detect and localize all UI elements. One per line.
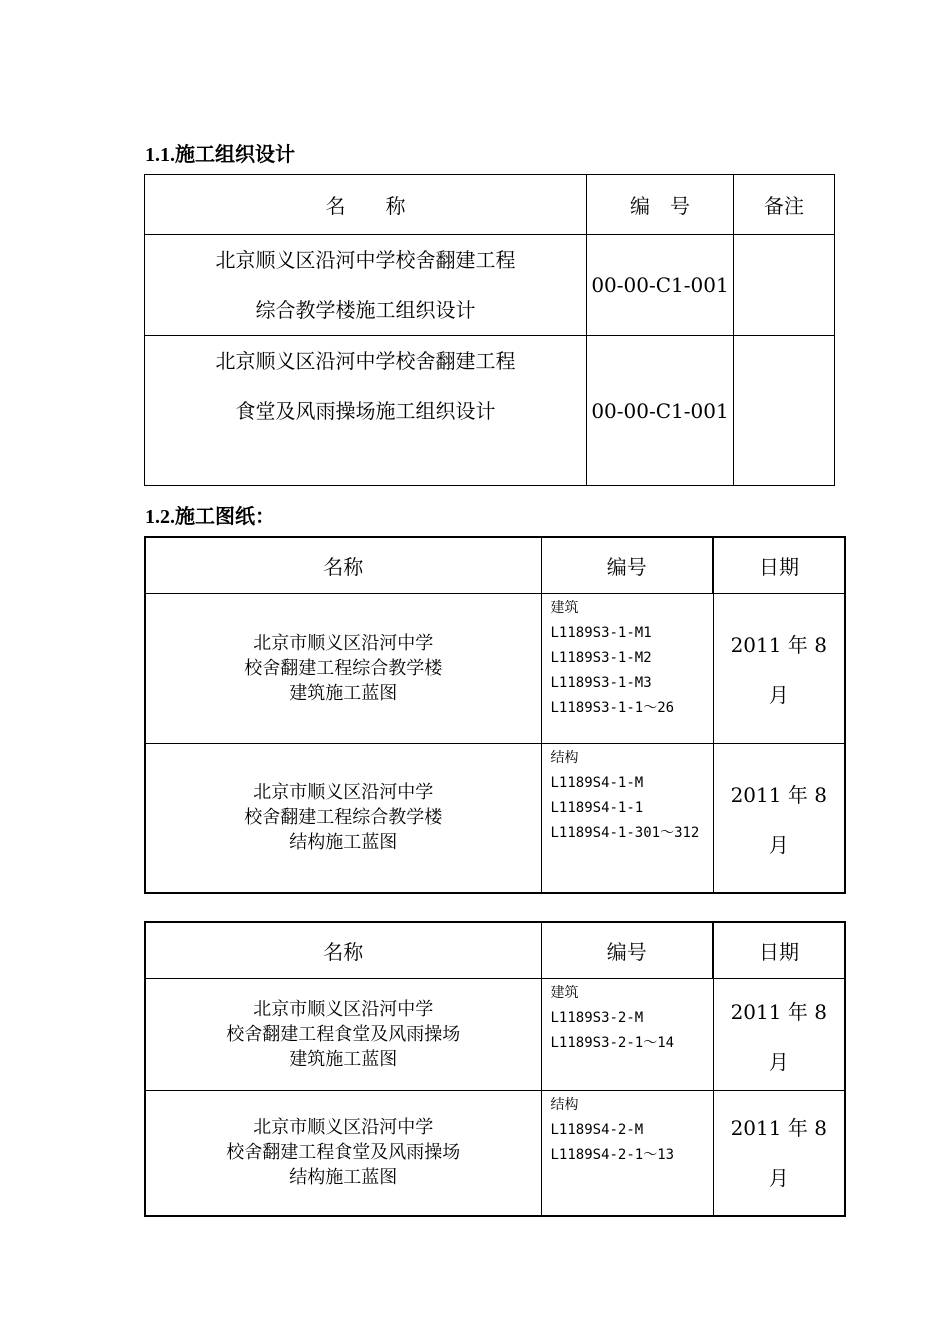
code-line: L1189S4-2-M	[550, 1121, 644, 1138]
table-row	[145, 1090, 845, 1216]
name-line: 校舍翻建工程食堂及风雨操场	[226, 1023, 461, 1045]
row-name	[145, 336, 587, 486]
row-name	[145, 235, 587, 336]
row-note	[734, 235, 835, 336]
header-date: 日期	[713, 537, 845, 593]
date-line: 2011 年 8	[730, 782, 827, 807]
name-line: 建筑施工蓝图	[289, 682, 398, 704]
row-name	[145, 593, 541, 743]
construction-design-table	[144, 174, 835, 486]
code-line: L1189S4-1-M	[550, 774, 644, 791]
header-note: 备注	[734, 175, 835, 235]
date-line: 月	[768, 1165, 789, 1190]
header-name: 名 称	[145, 175, 587, 235]
row-date	[713, 743, 845, 893]
code-line: L1189S3-2-M	[550, 1009, 644, 1026]
code-line: L1189S4-2-1～13	[550, 1146, 675, 1163]
name-line: 食堂及风雨操场施工组织设计	[235, 399, 496, 423]
code-line: 结构	[550, 749, 579, 766]
row-name	[145, 1090, 541, 1216]
table-row	[145, 743, 845, 893]
row-note	[734, 336, 835, 486]
header-name: 名称	[145, 922, 541, 978]
name-line: 北京市顺义区沿河中学	[253, 998, 434, 1020]
name-line: 北京顺义区沿河中学校舍翻建工程	[215, 349, 516, 373]
table-header-row	[145, 537, 845, 593]
row-name	[145, 743, 541, 893]
table-row	[145, 336, 835, 486]
name-line: 建筑施工蓝图	[289, 1048, 398, 1070]
name-line: 结构施工蓝图	[289, 832, 398, 854]
row-name	[145, 978, 541, 1090]
date-line: 2011 年 8	[730, 999, 827, 1024]
code-line: 结构	[550, 1096, 579, 1113]
row-code	[541, 1090, 713, 1216]
date-line: 月	[768, 832, 789, 857]
date-line: 2011 年 8	[730, 632, 827, 657]
table-row	[145, 978, 845, 1090]
code-line: L1189S4-1-301～312	[550, 824, 700, 841]
code-line: 建筑	[550, 984, 579, 1001]
code-line: L1189S3-1-M2	[550, 649, 652, 666]
row-date	[713, 593, 845, 743]
name-line: 结构施工蓝图	[289, 1167, 398, 1189]
header-code: 编号	[541, 922, 713, 978]
name-line: 北京市顺义区沿河中学	[253, 632, 434, 654]
header-code: 编 号	[587, 175, 734, 235]
code-line: L1189S3-1-M3	[550, 674, 652, 691]
table-header-row	[145, 175, 835, 235]
header-name: 名称	[145, 537, 541, 593]
row-code	[541, 743, 713, 893]
row-code: 00-00-C1-001	[587, 235, 734, 336]
code-line: L1189S4-1-1	[550, 799, 644, 816]
row-date	[713, 1090, 845, 1216]
code-line: L1189S3-1-1～26	[550, 699, 675, 716]
name-line: 综合教学楼施工组织设计	[255, 298, 476, 322]
code-line: L1189S3-1-M1	[550, 624, 652, 641]
row-code	[541, 593, 713, 743]
name-line: 北京顺义区沿河中学校舍翻建工程	[215, 248, 516, 272]
header-date: 日期	[713, 922, 845, 978]
drawings-table-canteen-playground	[144, 921, 846, 1217]
header-code: 编号	[541, 537, 713, 593]
name-line: 北京市顺义区沿河中学	[253, 1117, 434, 1139]
date-line: 月	[768, 1049, 789, 1074]
row-date	[713, 978, 845, 1090]
drawings-table-teaching-building	[144, 536, 846, 894]
section-heading-construction-design: 1.1.施工组织设计	[145, 144, 295, 166]
code-line: L1189S3-2-1～14	[550, 1034, 675, 1051]
name-line: 校舍翻建工程食堂及风雨操场	[226, 1142, 461, 1164]
date-line: 月	[768, 682, 789, 707]
row-code: 00-00-C1-001	[587, 336, 734, 486]
name-line: 校舍翻建工程综合教学楼	[244, 807, 443, 829]
table-row	[145, 593, 845, 743]
name-line: 北京市顺义区沿河中学	[253, 782, 434, 804]
table-row	[145, 235, 835, 336]
code-line: 建筑	[550, 599, 579, 616]
table-header-row	[145, 922, 845, 978]
section-heading-drawings: 1.2.施工图纸：	[145, 506, 275, 528]
row-code	[541, 978, 713, 1090]
name-line: 校舍翻建工程综合教学楼	[244, 657, 443, 679]
date-line: 2011 年 8	[730, 1115, 827, 1140]
